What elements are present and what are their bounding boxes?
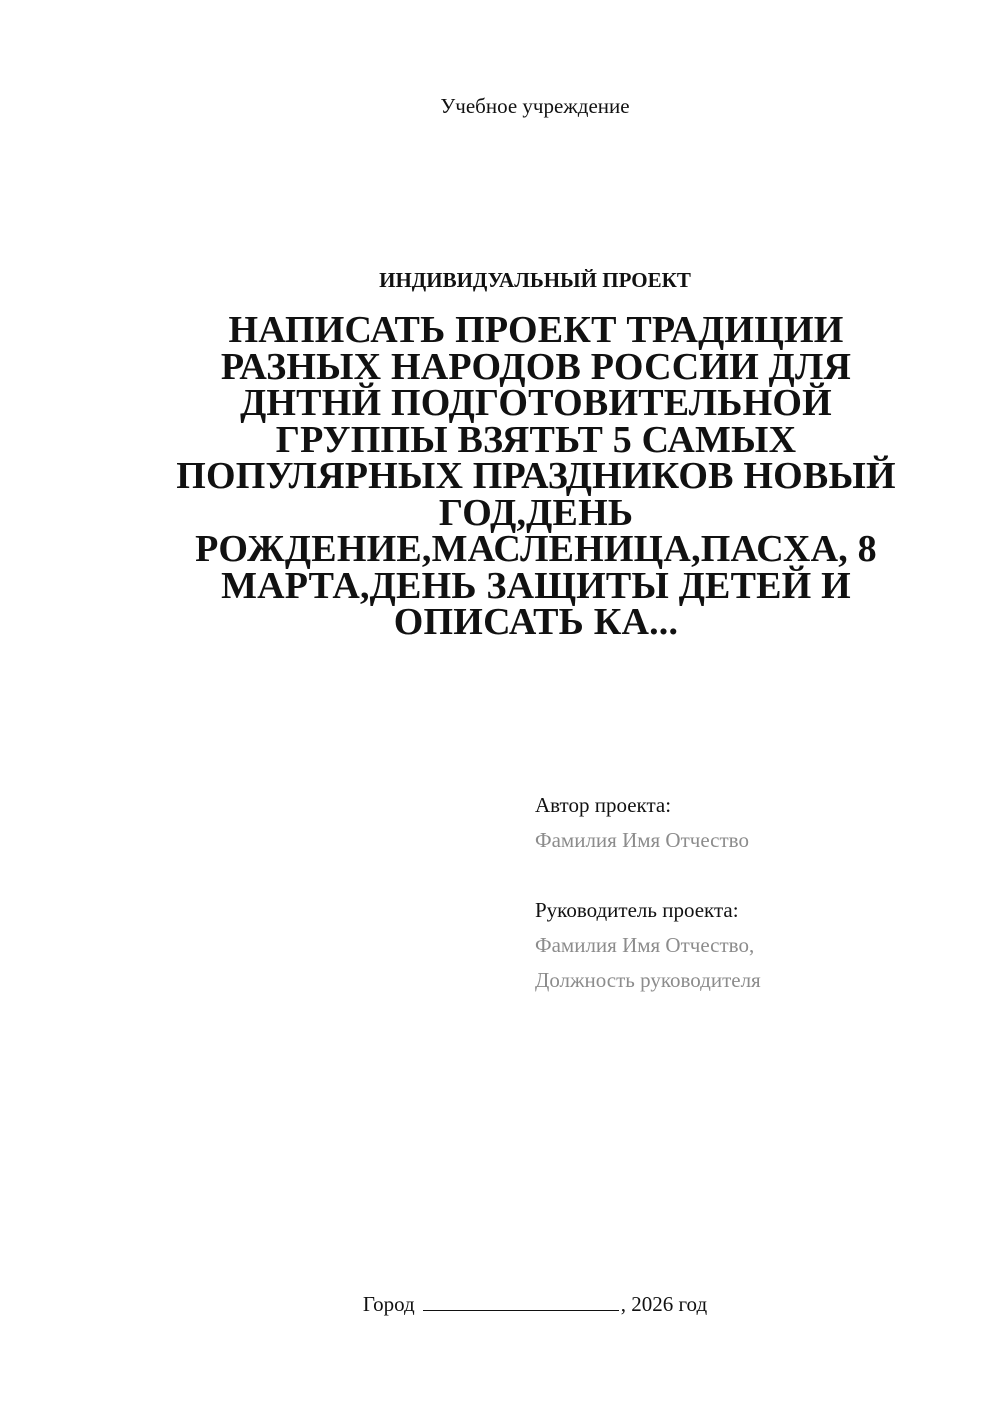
city-label: Город — [362, 1292, 415, 1316]
institution-name: Учебное учреждение — [440, 94, 630, 118]
supervisor-label: Руководитель проекта: — [535, 898, 739, 922]
author-spacer — [535, 858, 955, 893]
project-kind-heading: ИНДИВИДУАЛЬНЫЙ ПРОЕКТ — [379, 268, 691, 292]
author-label: Автор проекта: — [535, 793, 672, 817]
supervisor-name-placeholder: Фамилия Имя Отчество, — [535, 933, 755, 957]
author-name-placeholder: Фамилия Имя Отчество — [535, 828, 749, 852]
project-title: НАПИСАТЬ ПРОЕКТ ТРАДИЦИИ РАЗНЫХ НАРОДОВ РОССИИ ДЛЯ ДНТНЙ ПОДГОТОВИТЕЛЬНОЙ ГРУППЫ ВЗЯТЬТ 5 САМЫХ ПОПУЛЯРНЫХ ПРАЗДНИКОВ НОВЫЙ ГОД,ДЕНЬ РОЖДЕНИЕ,МАСЛЕНИЦА,ПАСХА, 8 МАРТА,ДЕНЬ ЗАЩИТЫ ДЕТЕЙ И ОПИСАТЬ КА... — [176, 309, 896, 643]
supervisor-position-placeholder: Должность руководителя — [535, 968, 761, 992]
authors-block — [535, 788, 955, 998]
city-year-line — [0, 1290, 1000, 1318]
year-text: , 2026 год — [620, 1292, 708, 1316]
city-blank-underline — [423, 1290, 619, 1311]
